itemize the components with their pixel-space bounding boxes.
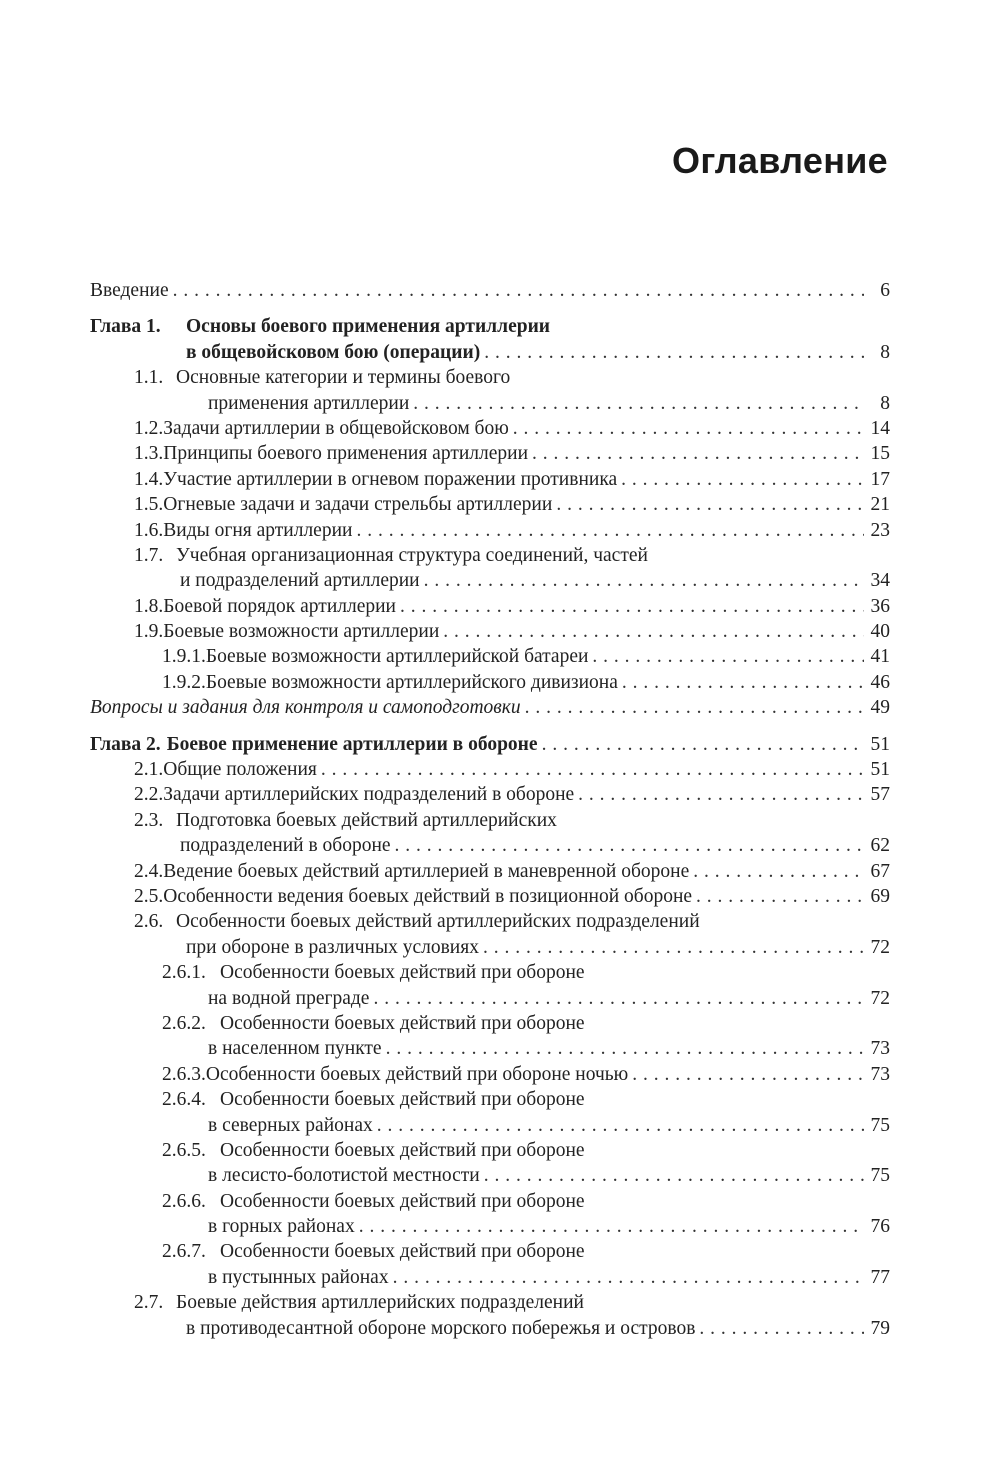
- toc-entry-number: 2.5.: [134, 885, 164, 907]
- toc-entry-text: и подразделений артиллерии: [180, 570, 420, 592]
- toc-entry-1-4[interactable]: [90, 467, 890, 492]
- toc-entry-text: Особенности ведения боевых действий в позиционной обороне: [163, 885, 693, 907]
- toc-entry-text: Боевой порядок артиллерии: [163, 595, 396, 617]
- leader-dots: [443, 619, 864, 644]
- toc-entry-text: Участие артиллерии в огневом поражении противника: [163, 468, 618, 490]
- toc-entry-number: 1.4.: [134, 468, 164, 490]
- toc-entry-1-1[interactable]: [90, 365, 890, 390]
- leader-dots: [484, 340, 864, 365]
- toc-entry-2-6-2[interactable]: [90, 1011, 890, 1036]
- toc-page-number: 73: [870, 1063, 890, 1085]
- toc-entry-2-6-cont[interactable]: [90, 935, 890, 960]
- toc-entry-text: Вопросы и задания для контроля и самоподготовки: [90, 697, 521, 719]
- leader-dots: [621, 467, 864, 492]
- toc-page-number: 75: [870, 1114, 890, 1136]
- toc-entry-text: в северных районах: [208, 1114, 373, 1136]
- toc-page-number: 41: [870, 646, 890, 668]
- toc-page-number: 51: [870, 759, 890, 781]
- leader-dots: [395, 833, 864, 858]
- toc-entry-2-1[interactable]: [90, 757, 890, 782]
- toc-page-number: 77: [870, 1266, 890, 1288]
- toc-entry-questions-1[interactable]: [90, 695, 890, 720]
- toc-entry-text: Особенности боевых действий артиллерийских подразделений: [176, 911, 700, 933]
- toc-entry-2-6-1[interactable]: [90, 960, 890, 985]
- toc-entry-number: 1.1.: [134, 367, 164, 389]
- toc-entry-2-6-6[interactable]: [90, 1189, 890, 1214]
- toc-page-number: 8: [880, 341, 890, 363]
- toc-entry-number: 2.2.: [134, 784, 164, 806]
- toc-entry-2-6-6-cont[interactable]: [90, 1214, 890, 1239]
- toc-entry-text: в общевойсковом бою (операции): [186, 341, 481, 363]
- toc-entry-number: 2.4.: [134, 860, 164, 882]
- leader-dots: [373, 986, 864, 1011]
- toc-entry-text: Задачи артиллерии в общевойсковом бою: [163, 417, 509, 439]
- toc-entry-2-6-2-cont[interactable]: [90, 1036, 890, 1061]
- leader-dots: [693, 859, 864, 884]
- toc-page-number: 49: [870, 697, 890, 719]
- toc-entry-text: Ведение боевых действий артиллерией в маневренной обороне: [163, 860, 690, 882]
- toc-page-number: 17: [870, 468, 890, 490]
- toc-page-number: 15: [870, 443, 890, 465]
- leader-dots: [173, 278, 864, 303]
- toc-entry-number: 2.6.: [134, 911, 164, 933]
- toc-page-number: 36: [870, 595, 890, 617]
- leader-dots: [377, 1113, 864, 1138]
- toc-entry-text: Боевые возможности артиллерийской батареи: [205, 646, 589, 668]
- toc-entry-1-9-2[interactable]: [90, 670, 890, 695]
- toc-page-number: 51: [870, 733, 890, 755]
- toc-entry-text: Введение: [90, 280, 169, 301]
- toc-entry-number: 2.3.: [134, 809, 164, 831]
- toc-page-number: 40: [870, 621, 890, 643]
- toc-page-number: 62: [870, 835, 890, 857]
- leader-dots: [578, 782, 864, 807]
- toc-page-number: 72: [870, 987, 890, 1009]
- toc-page-number: 72: [870, 936, 890, 958]
- table-of-contents: [90, 278, 890, 1341]
- toc-entry-intro[interactable]: [90, 278, 890, 303]
- toc-entry-text: Основы боевого применения артиллерии: [186, 316, 551, 338]
- toc-entry-2-7[interactable]: [90, 1290, 890, 1315]
- leader-dots: [386, 1036, 864, 1061]
- page-title: Оглавление: [672, 140, 888, 181]
- toc-entry-text: Принципы боевого применения артиллерии: [163, 443, 529, 465]
- toc-entry-number: 1.9.1.: [162, 646, 206, 668]
- toc-entry-2-6-7-cont[interactable]: [90, 1265, 890, 1290]
- toc-entry-number: 1.8.: [134, 595, 164, 617]
- toc-page-number: 73: [870, 1038, 890, 1060]
- toc-entry-number: 2.6.6.: [162, 1190, 206, 1212]
- toc-page-number: 14: [870, 417, 890, 439]
- toc-entry-1-7[interactable]: [90, 543, 890, 568]
- leader-dots: [393, 1265, 864, 1290]
- toc-entry-2-2[interactable]: [90, 782, 890, 807]
- toc-page-number: 67: [870, 860, 890, 882]
- toc-entry-text: Огневые задачи и задачи стрельбы артиллерии: [163, 494, 553, 516]
- leader-dots: [359, 1214, 864, 1239]
- leader-dots: [321, 757, 864, 782]
- toc-entry-text: в лесисто-болотистой местности: [208, 1165, 480, 1187]
- toc-entry-2-6-3[interactable]: [90, 1062, 890, 1087]
- leader-dots: [400, 594, 864, 619]
- toc-page-number: 57: [870, 784, 890, 806]
- leader-dots: [513, 416, 864, 441]
- toc-page-number: 8: [880, 392, 890, 414]
- toc-entry-number: 2.1.: [134, 759, 164, 781]
- toc-entry-2-6-4[interactable]: [90, 1087, 890, 1112]
- toc-entry-text: Боевые действия артиллерийских подразделений: [176, 1292, 584, 1314]
- leader-dots: [413, 391, 864, 416]
- toc-entry-2-4[interactable]: [90, 859, 890, 884]
- toc-entry-number: 2.6.3.: [162, 1063, 206, 1085]
- toc-entry-text: в населенном пункте: [208, 1038, 382, 1060]
- leader-dots: [424, 568, 864, 593]
- toc-entry-text: Боевое применение артиллерии в обороне: [166, 733, 538, 755]
- toc-entry-number: 1.7.: [134, 544, 164, 566]
- toc-entry-number: 1.5.: [134, 494, 164, 516]
- toc-page-number: 76: [870, 1216, 890, 1238]
- toc-page-number: 75: [870, 1165, 890, 1187]
- toc-entry-1-9[interactable]: [90, 619, 890, 644]
- toc-page-number: 46: [870, 671, 890, 693]
- toc-entry-text: в пустынных районах: [208, 1266, 389, 1288]
- toc-chapter-1-cont[interactable]: [90, 340, 890, 365]
- toc-chapter-2[interactable]: [90, 732, 890, 757]
- toc-entry-text: Учебная организационная структура соединений, частей: [176, 544, 648, 566]
- leader-dots: [356, 518, 864, 543]
- toc-entry-text: Особенности боевых действий при обороне: [220, 1190, 585, 1212]
- toc-entry-number: 2.6.1.: [162, 962, 206, 984]
- toc-entry-number: 2.6.2.: [162, 1012, 206, 1034]
- toc-page-number: 69: [870, 885, 890, 907]
- toc-entry-1-7-cont[interactable]: [90, 568, 890, 593]
- toc-entry-2-7-cont[interactable]: [90, 1316, 890, 1341]
- toc-entry-1-9-1[interactable]: [90, 644, 890, 669]
- toc-entry-2-6-5[interactable]: [90, 1138, 890, 1163]
- leader-dots: [525, 695, 864, 720]
- toc-entry-text: Особенности боевых действий при обороне ночью: [205, 1063, 629, 1085]
- toc-entry-2-5[interactable]: [90, 884, 890, 909]
- toc-entry-text: подразделений в обороне: [180, 835, 391, 857]
- leader-dots: [632, 1062, 864, 1087]
- toc-entry-number: 1.9.: [134, 621, 164, 643]
- leader-dots: [484, 1163, 864, 1188]
- toc-entry-text: Общие положения: [163, 759, 317, 781]
- leader-dots: [542, 732, 864, 757]
- toc-page-number: 34: [870, 570, 890, 592]
- toc-entry-text: Подготовка боевых действий артиллерийских: [176, 809, 557, 831]
- toc-entry-text: в противодесантной обороне морского побережья и островов: [186, 1317, 696, 1339]
- toc-entry-number: 1.6.: [134, 519, 164, 541]
- toc-page-number: 6: [880, 280, 890, 301]
- toc-entry-1-8[interactable]: [90, 594, 890, 619]
- leader-dots: [696, 884, 864, 909]
- toc-entry-number: 2.6.5.: [162, 1139, 206, 1161]
- leader-dots: [556, 492, 864, 517]
- toc-entry-text: Основные категории и термины боевого: [176, 367, 511, 389]
- toc-entry-1-1-cont[interactable]: [90, 391, 890, 416]
- toc-entry-text: Боевые возможности артиллерийского дивизиона: [205, 671, 618, 693]
- toc-entry-text: Особенности боевых действий при обороне: [220, 1089, 585, 1111]
- toc-entry-text: Виды огня артиллерии: [163, 519, 353, 541]
- toc-page-number: 79: [870, 1317, 890, 1339]
- toc-entry-number: 1.9.2.: [162, 671, 206, 693]
- leader-dots: [532, 441, 864, 466]
- toc-entry-2-6-5-cont[interactable]: [90, 1163, 890, 1188]
- leader-dots: [592, 644, 864, 669]
- toc-entry-text: Особенности боевых действий при обороне: [220, 962, 585, 984]
- toc-entry-text: Особенности боевых действий при обороне: [220, 1139, 585, 1161]
- toc-entry-text: Особенности боевых действий при обороне: [220, 1241, 585, 1263]
- toc-entry-2-6[interactable]: [90, 909, 890, 934]
- toc-entry-number: 2.7.: [134, 1292, 164, 1314]
- toc-entry-1-2[interactable]: [90, 416, 890, 441]
- toc-entry-text: применения артиллерии: [208, 392, 410, 414]
- toc-entry-number: 1.2.: [134, 417, 164, 439]
- toc-entry-text: при обороне в различных условиях: [186, 936, 479, 958]
- toc-page-number: 21: [870, 494, 890, 516]
- toc-entry-number: 1.3.: [134, 443, 164, 465]
- toc-entry-text: на водной преграде: [208, 987, 370, 1009]
- toc-entry-number: 2.6.4.: [162, 1089, 206, 1111]
- toc-entry-number: Глава 1.: [90, 316, 161, 338]
- toc-entry-text: Задачи артиллерийских подразделений в обороне: [163, 784, 575, 806]
- toc-chapter-1[interactable]: [90, 314, 890, 339]
- toc-entry-2-6-4-cont[interactable]: [90, 1113, 890, 1138]
- toc-entry-2-6-1-cont[interactable]: [90, 986, 890, 1011]
- toc-entry-2-6-7[interactable]: [90, 1239, 890, 1264]
- toc-entry-text: Особенности боевых действий при обороне: [220, 1012, 585, 1034]
- toc-entry-1-3[interactable]: [90, 441, 890, 466]
- toc-page-number: 23: [870, 519, 890, 541]
- toc-entry-text: Боевые возможности артиллерии: [163, 621, 440, 643]
- leader-dots: [483, 935, 864, 960]
- leader-dots: [699, 1316, 864, 1341]
- toc-entry-1-5[interactable]: [90, 492, 890, 517]
- toc-entry-2-3[interactable]: [90, 808, 890, 833]
- toc-entry-2-3-cont[interactable]: [90, 833, 890, 858]
- toc-entry-1-6[interactable]: [90, 518, 890, 543]
- toc-entry-number: 2.6.7.: [162, 1241, 206, 1263]
- toc-entry-text: в горных районах: [208, 1216, 355, 1238]
- leader-dots: [622, 670, 864, 695]
- toc-entry-number: Глава 2.: [90, 733, 161, 755]
